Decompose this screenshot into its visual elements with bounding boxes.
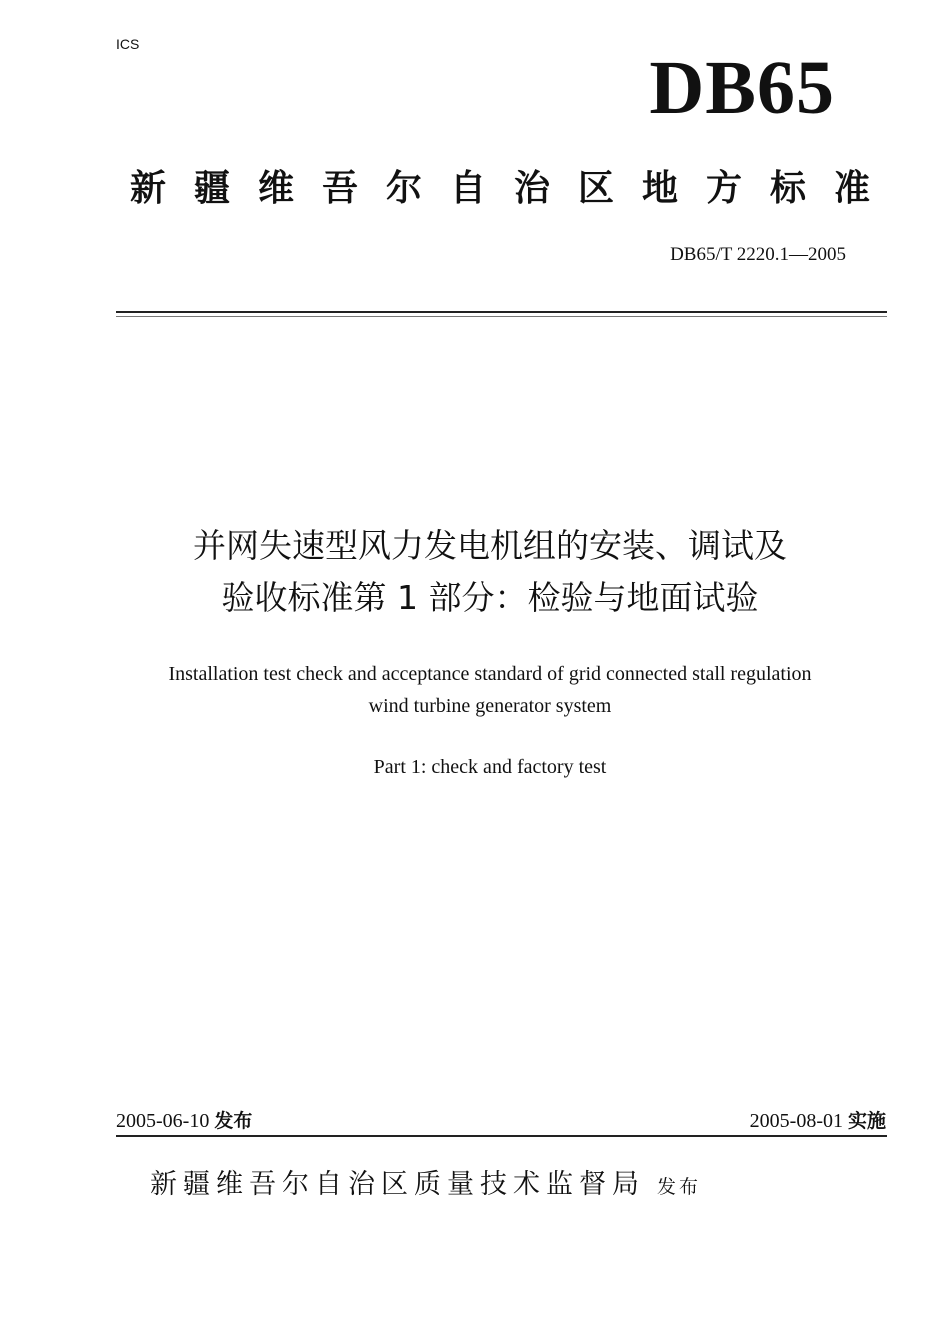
issue-date	[116, 1106, 252, 1133]
publisher	[150, 1162, 701, 1201]
title-english-line2: wind turbine generator system	[368, 695, 612, 717]
title-english	[95, 658, 885, 722]
title-english-line1: Installation test check and acceptance standard of grid connected stall regulation	[168, 663, 812, 685]
title-chinese-line1: 并网失速型风力发电机组的安装、调试及	[193, 526, 787, 565]
top-divider-thin	[116, 316, 887, 317]
part-title-english: Part 1: check and factory test	[373, 756, 607, 778]
ics-label: ICS	[116, 36, 140, 52]
implement-date-value: 2005-08-01	[749, 1110, 843, 1132]
issue-date-value: 2005-06-10	[116, 1110, 210, 1132]
title-chinese	[95, 520, 885, 624]
implement-date	[750, 1106, 886, 1133]
title-chinese-line2: 验收标准第 1 部分：检验与地面试验	[221, 578, 759, 617]
bottom-divider	[116, 1135, 887, 1137]
implement-label: 实施	[847, 1110, 886, 1132]
standard-logo: DB65	[649, 46, 835, 130]
publisher-name: 新疆维吾尔自治区质量技术监督局	[150, 1169, 645, 1200]
standard-code: DB65/T 2220.1—2005	[670, 244, 846, 265]
publisher-suffix: 发布	[657, 1176, 702, 1198]
top-divider	[116, 311, 887, 313]
standard-name: 新疆维吾尔自治区地方标准	[130, 168, 870, 209]
issue-label: 发布	[214, 1110, 253, 1132]
